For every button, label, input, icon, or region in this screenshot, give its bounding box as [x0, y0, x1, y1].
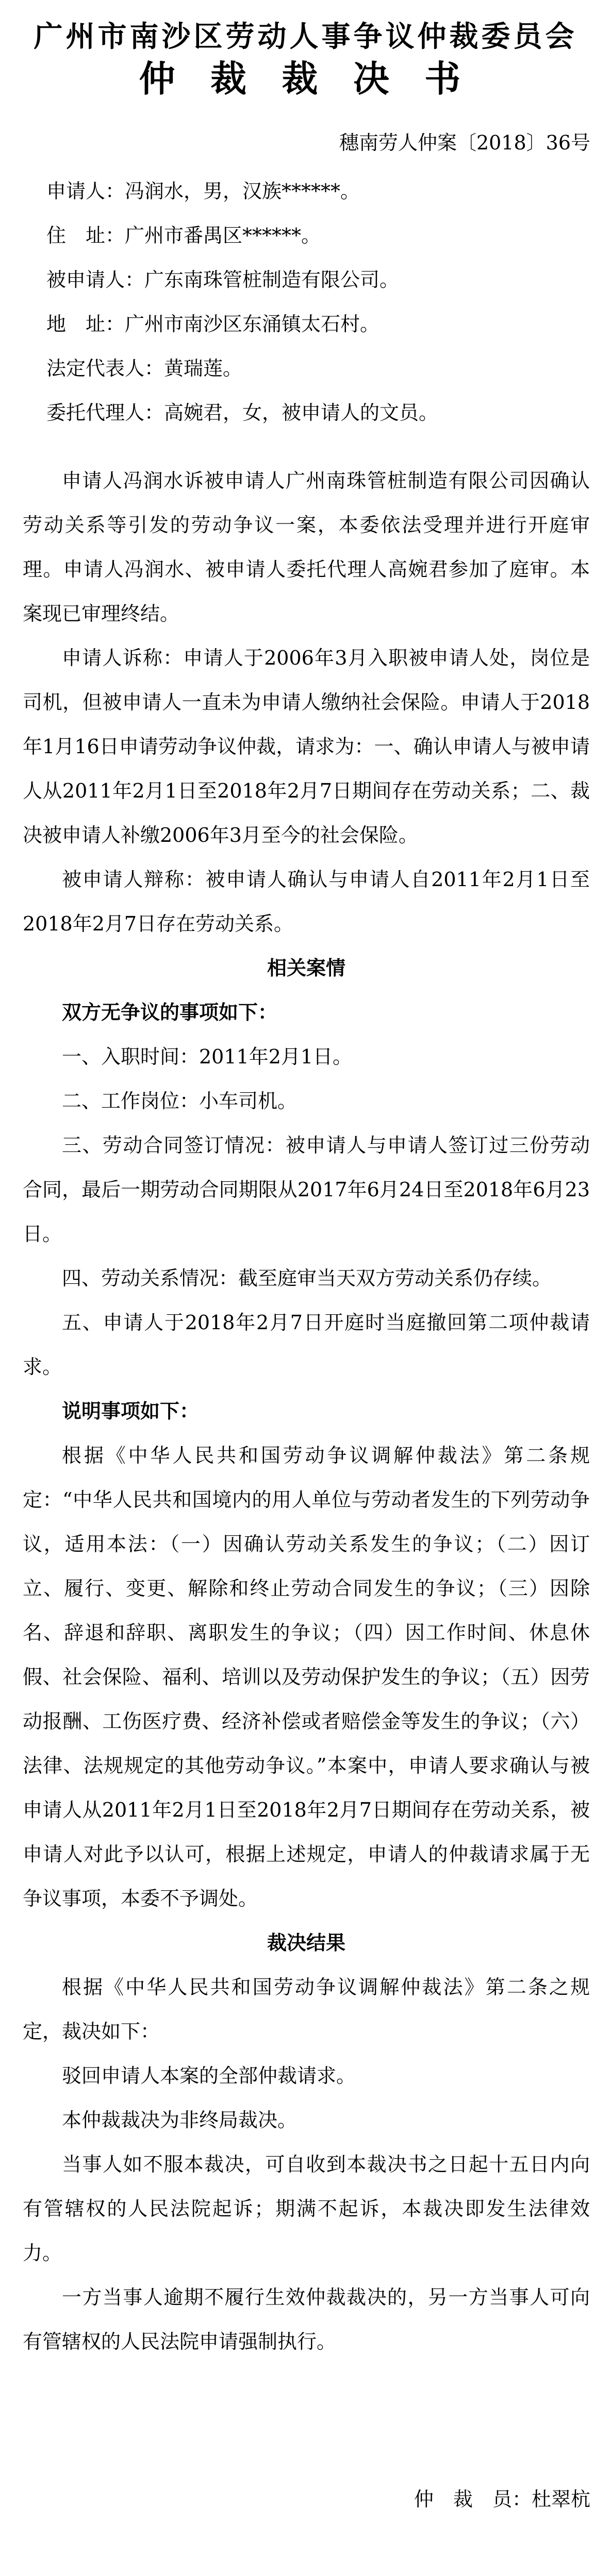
facts-heading: 相关案情 [267, 956, 345, 979]
applicant-address-line: 住 址：广州市番禺区******。 [46, 224, 321, 247]
explanation-paragraph: 根据《中华人民共和国劳动争议调解仲裁法》第二条规定：“中华人民共和国境内的用人单位与劳动者发生的下列劳动争议，适用本法：（一）因确认劳动关系发生的争议；（二）因订立、履行、变更、解除和终止劳动合同发生的争议；（三）因除名、辞退和辞职、离职发生的争议；（四）因工作时间、休息休假、社会保险、福利、培训以及劳动保护发生的争议；（五）因劳动报酬、工伤医疗费、经济补偿或者赔偿金等发生的争议；（六）法律、法规规定的其他劳动争议。”本案中，申请人要求确认与被申请人从2011年2月1日至2018年2月7日期间存在劳动关系，被申请人对此予以认可，根据上述规定，申请人的仲裁请求属于无争议事项，本委不予调处。 [23, 1444, 590, 1910]
parties-block [46, 169, 572, 435]
document-body [23, 459, 590, 2364]
applicant-line: 申请人：冯润水，男，汉族******。 [46, 180, 360, 202]
document-title: 仲 裁 裁 决 书 [139, 57, 472, 100]
ruling-paragraph: 驳回申请人本案的全部仲裁请求。 [62, 2064, 356, 2087]
undisputed-item: 四、劳动关系情况：截至庭审当天双方劳动关系仍存续。 [62, 1267, 552, 1290]
ruling-paragraph: 根据《中华人民共和国劳动争议调解仲裁法》第二条之规定，裁决如下： [23, 1976, 590, 2043]
respondent-line: 被申请人：广东南珠管桩制造有限公司。 [46, 268, 400, 291]
respondent-defense-paragraph: 被申请人辩称：被申请人确认与申请人自2011年2月1日至2018年2月7日存在劳动关系。 [23, 868, 590, 935]
organization-title: 广州市南沙区劳动人事争议仲裁委员会 [34, 20, 577, 54]
authorized-agent-line: 委托代理人：高婉君，女，被申请人的文员。 [46, 401, 439, 424]
undisputed-item: 三、劳动合同签订情况：被申请人与申请人签订过三份劳动合同，最后一期劳动合同期限从2017年6月24日至2018年6月23日。 [23, 1134, 590, 1245]
explanation-heading: 说明事项如下： [62, 1399, 200, 1422]
ruling-paragraph: 一方当事人逾期不履行生效仲裁裁决的，另一方当事人可向有管辖权的人民法院申请强制执行。 [23, 2286, 590, 2353]
arbitrator-signature: 仲 裁 员：杜翠杭 [414, 2488, 590, 2511]
legal-representative-line: 法定代表人：黄瑞莲。 [46, 357, 243, 380]
case-number: 穗南劳人仲案〔2018〕36号 [339, 131, 590, 154]
respondent-address-line: 地 址：广州市南沙区东涌镇太石村。 [46, 313, 380, 335]
undisputed-item: 一、入职时间：2011年2月1日。 [62, 1045, 353, 1068]
case-intro-paragraph: 申请人冯润水诉被申请人广州南珠管桩制造有限公司因确认劳动关系等引发的劳动争议一案，本委依法受理并进行开庭审理。申请人冯润水、被申请人委托代理人高婉君参加了庭审。本案现已审理终结。 [23, 469, 590, 625]
undisputed-item: 五、申请人于2018年2月7日开庭时当庭撤回第二项仲裁请求。 [23, 1311, 590, 1378]
ruling-paragraph: 当事人如不服本裁决，可自收到本裁决书之日起十五日内向有管辖权的人民法院起诉；期满不起诉，本裁决即发生法律效力。 [23, 2153, 590, 2264]
applicant-claim-paragraph: 申请人诉称：申请人于2006年3月入职被申请人处，岗位是司机，但被申请人一直未为申请人缴纳社会保险。申请人于2018年1月16日申请劳动争议仲裁，请求为：一、确认申请人与被申请人从2011年2月1日至2018年2月7日期间存在劳动关系；二、裁决被申请人补缴2006年3月至今的社会保险。 [23, 647, 590, 846]
ruling-heading: 裁决结果 [267, 1931, 345, 1954]
ruling-paragraph: 本仲裁裁决为非终局裁决。 [62, 2109, 298, 2131]
undisputed-item: 二、工作岗位：小车司机。 [62, 1090, 298, 1112]
undisputed-heading: 双方无争议的事项如下： [62, 1001, 278, 1024]
